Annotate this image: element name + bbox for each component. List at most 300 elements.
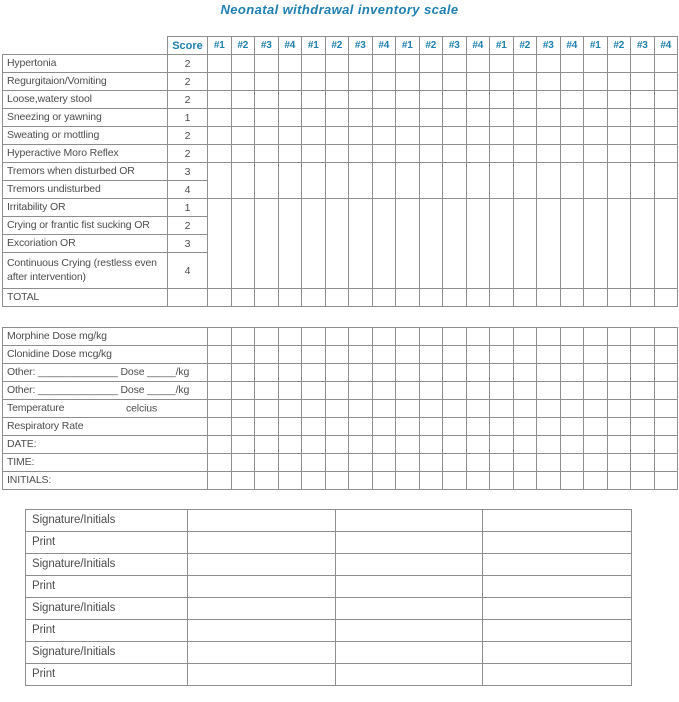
- signature-entry-cell[interactable]: [336, 620, 483, 642]
- dose-entry-cell[interactable]: [466, 346, 490, 364]
- score-entry-cell[interactable]: [607, 289, 631, 307]
- dose-entry-cell[interactable]: [537, 364, 561, 382]
- score-entry-cell[interactable]: [631, 91, 655, 109]
- dose-entry-cell[interactable]: [631, 454, 655, 472]
- signature-entry-cell[interactable]: [336, 642, 483, 664]
- dose-entry-cell[interactable]: [325, 346, 349, 364]
- score-entry-cell[interactable]: [419, 55, 443, 73]
- score-entry-cell[interactable]: [631, 163, 655, 199]
- score-entry-cell[interactable]: [513, 109, 537, 127]
- score-entry-cell[interactable]: [396, 163, 420, 199]
- dose-entry-cell[interactable]: [537, 346, 561, 364]
- dose-entry-cell[interactable]: [396, 382, 420, 400]
- dose-entry-cell[interactable]: [560, 364, 584, 382]
- dose-entry-cell[interactable]: [396, 346, 420, 364]
- score-entry-cell[interactable]: [560, 91, 584, 109]
- score-entry-cell[interactable]: [560, 55, 584, 73]
- score-entry-cell[interactable]: [278, 163, 302, 199]
- score-entry-cell[interactable]: [443, 73, 467, 91]
- dose-entry-cell[interactable]: [302, 418, 326, 436]
- dose-entry-cell[interactable]: [466, 418, 490, 436]
- dose-entry-cell[interactable]: [325, 472, 349, 490]
- dose-entry-cell[interactable]: [255, 418, 279, 436]
- dose-entry-cell[interactable]: [631, 436, 655, 454]
- dose-entry-cell[interactable]: [372, 436, 396, 454]
- score-entry-cell[interactable]: [490, 91, 514, 109]
- dose-entry-cell[interactable]: [231, 328, 255, 346]
- dose-entry-cell[interactable]: [349, 454, 373, 472]
- score-entry-cell[interactable]: [607, 109, 631, 127]
- dose-entry-cell[interactable]: [584, 454, 608, 472]
- score-entry-cell[interactable]: [631, 127, 655, 145]
- score-entry-cell[interactable]: [607, 199, 631, 289]
- dose-entry-cell[interactable]: [396, 472, 420, 490]
- score-entry-cell[interactable]: [231, 55, 255, 73]
- score-entry-cell[interactable]: [466, 55, 490, 73]
- dose-entry-cell[interactable]: [560, 418, 584, 436]
- score-entry-cell[interactable]: [231, 145, 255, 163]
- dose-entry-cell[interactable]: [419, 328, 443, 346]
- score-entry-cell[interactable]: [584, 145, 608, 163]
- dose-entry-cell[interactable]: [560, 382, 584, 400]
- dose-entry-cell[interactable]: [372, 472, 396, 490]
- score-entry-cell[interactable]: [490, 289, 514, 307]
- score-entry-cell[interactable]: [466, 145, 490, 163]
- score-entry-cell[interactable]: [231, 109, 255, 127]
- dose-entry-cell[interactable]: [654, 454, 678, 472]
- score-entry-cell[interactable]: [278, 109, 302, 127]
- score-entry-cell[interactable]: [443, 55, 467, 73]
- score-entry-cell[interactable]: [302, 289, 326, 307]
- dose-entry-cell[interactable]: [208, 436, 232, 454]
- dose-entry-cell[interactable]: [513, 382, 537, 400]
- dose-entry-cell[interactable]: [278, 328, 302, 346]
- dose-entry-cell[interactable]: [584, 400, 608, 418]
- score-entry-cell[interactable]: [278, 145, 302, 163]
- score-entry-cell[interactable]: [302, 163, 326, 199]
- dose-entry-cell[interactable]: [208, 346, 232, 364]
- score-entry-cell[interactable]: [396, 127, 420, 145]
- score-entry-cell[interactable]: [513, 145, 537, 163]
- score-entry-cell[interactable]: [372, 55, 396, 73]
- score-entry-cell[interactable]: [325, 289, 349, 307]
- dose-entry-cell[interactable]: [208, 328, 232, 346]
- dose-entry-cell[interactable]: [278, 364, 302, 382]
- score-entry-cell[interactable]: [537, 145, 561, 163]
- score-entry-cell[interactable]: [584, 199, 608, 289]
- score-entry-cell[interactable]: [537, 109, 561, 127]
- dose-entry-cell[interactable]: [208, 418, 232, 436]
- score-entry-cell[interactable]: [560, 127, 584, 145]
- dose-entry-cell[interactable]: [278, 418, 302, 436]
- score-entry-cell[interactable]: [325, 55, 349, 73]
- score-entry-cell[interactable]: [278, 91, 302, 109]
- dose-entry-cell[interactable]: [537, 382, 561, 400]
- score-entry-cell[interactable]: [654, 289, 678, 307]
- score-entry-cell[interactable]: [513, 289, 537, 307]
- score-entry-cell[interactable]: [255, 127, 279, 145]
- score-entry-cell[interactable]: [208, 199, 232, 289]
- dose-entry-cell[interactable]: [513, 436, 537, 454]
- dose-entry-cell[interactable]: [349, 346, 373, 364]
- score-entry-cell[interactable]: [537, 91, 561, 109]
- score-entry-cell[interactable]: [231, 127, 255, 145]
- dose-entry-cell[interactable]: [255, 436, 279, 454]
- score-entry-cell[interactable]: [302, 109, 326, 127]
- dose-entry-cell[interactable]: [443, 400, 467, 418]
- score-entry-cell[interactable]: [255, 73, 279, 91]
- score-entry-cell[interactable]: [396, 55, 420, 73]
- dose-entry-cell[interactable]: [443, 328, 467, 346]
- dose-entry-cell[interactable]: [396, 400, 420, 418]
- signature-entry-cell[interactable]: [483, 554, 632, 576]
- dose-entry-cell[interactable]: [560, 436, 584, 454]
- score-entry-cell[interactable]: [208, 55, 232, 73]
- dose-entry-cell[interactable]: [654, 328, 678, 346]
- dose-entry-cell[interactable]: [537, 454, 561, 472]
- score-entry-cell[interactable]: [490, 145, 514, 163]
- dose-entry-cell[interactable]: [584, 364, 608, 382]
- score-entry-cell[interactable]: [443, 109, 467, 127]
- dose-entry-cell[interactable]: [631, 418, 655, 436]
- score-entry-cell[interactable]: [631, 109, 655, 127]
- score-entry-cell[interactable]: [302, 55, 326, 73]
- dose-entry-cell[interactable]: [396, 328, 420, 346]
- score-entry-cell[interactable]: [302, 127, 326, 145]
- score-entry-cell[interactable]: [537, 289, 561, 307]
- dose-entry-cell[interactable]: [419, 382, 443, 400]
- dose-entry-cell[interactable]: [396, 454, 420, 472]
- score-entry-cell[interactable]: [208, 127, 232, 145]
- score-entry-cell[interactable]: [372, 199, 396, 289]
- dose-entry-cell[interactable]: [349, 436, 373, 454]
- dose-entry-cell[interactable]: [396, 436, 420, 454]
- signature-entry-cell[interactable]: [483, 510, 632, 532]
- dose-entry-cell[interactable]: [490, 346, 514, 364]
- signature-entry-cell[interactable]: [188, 532, 336, 554]
- score-entry-cell[interactable]: [349, 91, 373, 109]
- score-entry-cell[interactable]: [584, 289, 608, 307]
- score-entry-cell[interactable]: [278, 55, 302, 73]
- dose-entry-cell[interactable]: [584, 346, 608, 364]
- dose-entry-cell[interactable]: [278, 382, 302, 400]
- dose-entry-cell[interactable]: [349, 400, 373, 418]
- dose-entry-cell[interactable]: [443, 436, 467, 454]
- dose-entry-cell[interactable]: [443, 382, 467, 400]
- dose-entry-cell[interactable]: [231, 418, 255, 436]
- dose-entry-cell[interactable]: [560, 346, 584, 364]
- score-entry-cell[interactable]: [443, 91, 467, 109]
- score-entry-cell[interactable]: [208, 91, 232, 109]
- dose-entry-cell[interactable]: [513, 418, 537, 436]
- dose-entry-cell[interactable]: [231, 436, 255, 454]
- score-entry-cell[interactable]: [325, 199, 349, 289]
- dose-entry-cell[interactable]: [607, 346, 631, 364]
- score-entry-cell[interactable]: [584, 73, 608, 91]
- dose-entry-cell[interactable]: [208, 382, 232, 400]
- score-entry-cell[interactable]: [349, 55, 373, 73]
- signature-entry-cell[interactable]: [336, 598, 483, 620]
- score-entry-cell[interactable]: [490, 163, 514, 199]
- score-entry-cell[interactable]: [631, 289, 655, 307]
- score-entry-cell[interactable]: [560, 199, 584, 289]
- score-entry-cell[interactable]: [349, 109, 373, 127]
- score-entry-cell[interactable]: [607, 91, 631, 109]
- dose-entry-cell[interactable]: [419, 454, 443, 472]
- dose-entry-cell[interactable]: [443, 454, 467, 472]
- signature-entry-cell[interactable]: [336, 664, 483, 686]
- score-entry-cell[interactable]: [654, 55, 678, 73]
- dose-entry-cell[interactable]: [631, 346, 655, 364]
- dose-entry-cell[interactable]: [255, 382, 279, 400]
- signature-entry-cell[interactable]: [188, 510, 336, 532]
- dose-entry-cell[interactable]: [537, 418, 561, 436]
- dose-entry-cell[interactable]: [654, 364, 678, 382]
- dose-entry-cell[interactable]: [490, 436, 514, 454]
- score-entry-cell[interactable]: [584, 163, 608, 199]
- score-entry-cell[interactable]: [537, 199, 561, 289]
- score-entry-cell[interactable]: [396, 289, 420, 307]
- dose-entry-cell[interactable]: [513, 472, 537, 490]
- score-entry-cell[interactable]: [490, 73, 514, 91]
- score-entry-cell[interactable]: [231, 91, 255, 109]
- dose-entry-cell[interactable]: [372, 400, 396, 418]
- score-entry-cell[interactable]: [443, 127, 467, 145]
- score-entry-cell[interactable]: [255, 55, 279, 73]
- dose-entry-cell[interactable]: [654, 418, 678, 436]
- score-entry-cell[interactable]: [560, 289, 584, 307]
- dose-entry-cell[interactable]: [513, 400, 537, 418]
- dose-entry-cell[interactable]: [302, 436, 326, 454]
- score-entry-cell[interactable]: [443, 163, 467, 199]
- dose-entry-cell[interactable]: [443, 346, 467, 364]
- score-entry-cell[interactable]: [325, 163, 349, 199]
- dose-entry-cell[interactable]: [349, 472, 373, 490]
- signature-entry-cell[interactable]: [483, 642, 632, 664]
- dose-entry-cell[interactable]: [278, 400, 302, 418]
- dose-entry-cell[interactable]: [302, 382, 326, 400]
- score-entry-cell[interactable]: [490, 199, 514, 289]
- score-entry-cell[interactable]: [396, 73, 420, 91]
- dose-entry-cell[interactable]: [607, 328, 631, 346]
- dose-entry-cell[interactable]: [490, 382, 514, 400]
- score-entry-cell[interactable]: [584, 127, 608, 145]
- score-entry-cell[interactable]: [560, 73, 584, 91]
- dose-entry-cell[interactable]: [278, 472, 302, 490]
- dose-entry-cell[interactable]: [255, 364, 279, 382]
- dose-entry-cell[interactable]: [466, 436, 490, 454]
- score-entry-cell[interactable]: [302, 199, 326, 289]
- score-entry-cell[interactable]: [325, 145, 349, 163]
- score-entry-cell[interactable]: [537, 73, 561, 91]
- dose-entry-cell[interactable]: [325, 400, 349, 418]
- dose-entry-cell[interactable]: [443, 472, 467, 490]
- dose-entry-cell[interactable]: [607, 382, 631, 400]
- score-entry-cell[interactable]: [466, 73, 490, 91]
- dose-entry-cell[interactable]: [584, 328, 608, 346]
- score-entry-cell[interactable]: [466, 109, 490, 127]
- score-entry-cell[interactable]: [255, 199, 279, 289]
- dose-entry-cell[interactable]: [208, 454, 232, 472]
- score-entry-cell[interactable]: [349, 145, 373, 163]
- score-entry-cell[interactable]: [396, 109, 420, 127]
- dose-entry-cell[interactable]: [231, 400, 255, 418]
- score-entry-cell[interactable]: [560, 109, 584, 127]
- dose-entry-cell[interactable]: [490, 400, 514, 418]
- dose-entry-cell[interactable]: [607, 400, 631, 418]
- score-entry-cell[interactable]: [396, 145, 420, 163]
- dose-entry-cell[interactable]: [208, 400, 232, 418]
- score-entry-cell[interactable]: [208, 145, 232, 163]
- score-entry-cell[interactable]: [419, 73, 443, 91]
- score-entry-cell[interactable]: [372, 127, 396, 145]
- score-entry-cell[interactable]: [607, 55, 631, 73]
- dose-entry-cell[interactable]: [231, 472, 255, 490]
- score-entry-cell[interactable]: [255, 109, 279, 127]
- score-entry-cell[interactable]: [208, 289, 232, 307]
- score-entry-cell[interactable]: [443, 145, 467, 163]
- dose-entry-cell[interactable]: [419, 400, 443, 418]
- score-entry-cell[interactable]: [490, 55, 514, 73]
- dose-entry-cell[interactable]: [631, 400, 655, 418]
- score-entry-cell[interactable]: [537, 127, 561, 145]
- score-entry-cell[interactable]: [513, 55, 537, 73]
- dose-entry-cell[interactable]: [607, 454, 631, 472]
- score-entry-cell[interactable]: [513, 163, 537, 199]
- score-entry-cell[interactable]: [419, 127, 443, 145]
- signature-entry-cell[interactable]: [188, 598, 336, 620]
- score-entry-cell[interactable]: [349, 289, 373, 307]
- dose-entry-cell[interactable]: [255, 472, 279, 490]
- dose-entry-cell[interactable]: [513, 346, 537, 364]
- dose-entry-cell[interactable]: [537, 472, 561, 490]
- dose-entry-cell[interactable]: [372, 364, 396, 382]
- dose-entry-cell[interactable]: [513, 364, 537, 382]
- dose-entry-cell[interactable]: [654, 346, 678, 364]
- dose-entry-cell[interactable]: [255, 328, 279, 346]
- score-entry-cell[interactable]: [490, 127, 514, 145]
- score-entry-cell[interactable]: [466, 91, 490, 109]
- dose-entry-cell[interactable]: [631, 472, 655, 490]
- score-entry-cell[interactable]: [443, 289, 467, 307]
- dose-entry-cell[interactable]: [231, 454, 255, 472]
- score-entry-cell[interactable]: [654, 73, 678, 91]
- score-entry-cell[interactable]: [255, 163, 279, 199]
- dose-entry-cell[interactable]: [278, 436, 302, 454]
- score-entry-cell[interactable]: [654, 109, 678, 127]
- score-entry-cell[interactable]: [466, 199, 490, 289]
- score-entry-cell[interactable]: [537, 163, 561, 199]
- signature-entry-cell[interactable]: [188, 642, 336, 664]
- dose-entry-cell[interactable]: [372, 346, 396, 364]
- score-entry-cell[interactable]: [584, 55, 608, 73]
- dose-entry-cell[interactable]: [443, 364, 467, 382]
- score-entry-cell[interactable]: [349, 73, 373, 91]
- score-entry-cell[interactable]: [419, 91, 443, 109]
- score-entry-cell[interactable]: [607, 145, 631, 163]
- dose-entry-cell[interactable]: [490, 472, 514, 490]
- score-entry-cell[interactable]: [255, 91, 279, 109]
- dose-entry-cell[interactable]: [631, 364, 655, 382]
- dose-entry-cell[interactable]: [654, 436, 678, 454]
- dose-entry-cell[interactable]: [560, 328, 584, 346]
- score-entry-cell[interactable]: [372, 91, 396, 109]
- score-entry-cell[interactable]: [537, 55, 561, 73]
- signature-entry-cell[interactable]: [483, 664, 632, 686]
- dose-entry-cell[interactable]: [584, 382, 608, 400]
- score-entry-cell[interactable]: [419, 145, 443, 163]
- score-entry-cell[interactable]: [419, 109, 443, 127]
- dose-entry-cell[interactable]: [255, 400, 279, 418]
- signature-entry-cell[interactable]: [336, 554, 483, 576]
- score-entry-cell[interactable]: [631, 55, 655, 73]
- dose-entry-cell[interactable]: [302, 400, 326, 418]
- dose-entry-cell[interactable]: [466, 364, 490, 382]
- dose-entry-cell[interactable]: [584, 418, 608, 436]
- dose-entry-cell[interactable]: [349, 328, 373, 346]
- score-entry-cell[interactable]: [349, 199, 373, 289]
- dose-entry-cell[interactable]: [349, 364, 373, 382]
- signature-entry-cell[interactable]: [188, 554, 336, 576]
- score-entry-cell[interactable]: [231, 73, 255, 91]
- signature-entry-cell[interactable]: [483, 532, 632, 554]
- score-entry-cell[interactable]: [466, 163, 490, 199]
- score-entry-cell[interactable]: [560, 145, 584, 163]
- dose-entry-cell[interactable]: [584, 436, 608, 454]
- score-entry-cell[interactable]: [325, 109, 349, 127]
- score-entry-cell[interactable]: [396, 199, 420, 289]
- score-entry-cell[interactable]: [654, 199, 678, 289]
- dose-entry-cell[interactable]: [325, 364, 349, 382]
- score-entry-cell[interactable]: [513, 199, 537, 289]
- dose-entry-cell[interactable]: [349, 382, 373, 400]
- signature-entry-cell[interactable]: [336, 510, 483, 532]
- score-entry-cell[interactable]: [278, 127, 302, 145]
- score-entry-cell[interactable]: [654, 127, 678, 145]
- score-entry-cell[interactable]: [255, 145, 279, 163]
- dose-entry-cell[interactable]: [560, 400, 584, 418]
- score-entry-cell[interactable]: [490, 109, 514, 127]
- dose-entry-cell[interactable]: [396, 364, 420, 382]
- dose-entry-cell[interactable]: [302, 364, 326, 382]
- dose-entry-cell[interactable]: [208, 472, 232, 490]
- dose-entry-cell[interactable]: [466, 472, 490, 490]
- dose-entry-cell[interactable]: [466, 454, 490, 472]
- score-entry-cell[interactable]: [255, 289, 279, 307]
- score-entry-cell[interactable]: [278, 289, 302, 307]
- score-entry-cell[interactable]: [208, 73, 232, 91]
- score-entry-cell[interactable]: [372, 163, 396, 199]
- dose-entry-cell[interactable]: [231, 382, 255, 400]
- score-entry-cell[interactable]: [419, 289, 443, 307]
- dose-entry-cell[interactable]: [396, 418, 420, 436]
- dose-entry-cell[interactable]: [513, 454, 537, 472]
- score-entry-cell[interactable]: [325, 73, 349, 91]
- signature-entry-cell[interactable]: [483, 620, 632, 642]
- dose-entry-cell[interactable]: [537, 400, 561, 418]
- score-entry-cell[interactable]: [231, 163, 255, 199]
- dose-entry-cell[interactable]: [607, 436, 631, 454]
- score-entry-cell[interactable]: [607, 163, 631, 199]
- dose-entry-cell[interactable]: [490, 328, 514, 346]
- score-entry-cell[interactable]: [466, 289, 490, 307]
- dose-entry-cell[interactable]: [208, 364, 232, 382]
- dose-entry-cell[interactable]: [607, 364, 631, 382]
- dose-entry-cell[interactable]: [607, 472, 631, 490]
- score-entry-cell[interactable]: [654, 163, 678, 199]
- signature-entry-cell[interactable]: [188, 576, 336, 598]
- score-entry-cell[interactable]: [631, 73, 655, 91]
